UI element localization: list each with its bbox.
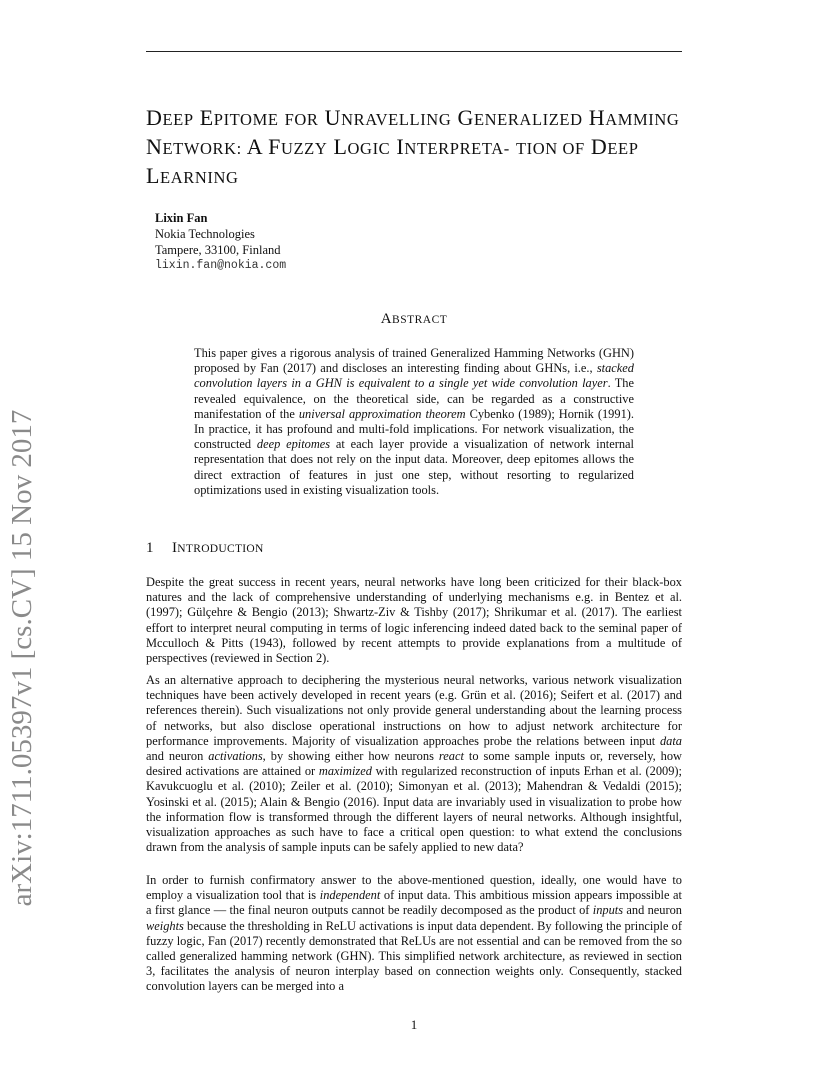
section-title-rest: NTRODUCTION (177, 543, 264, 555)
title-word: A (246, 134, 263, 159)
title-word: UNRAVELLING (324, 105, 452, 130)
body-paragraph-2: As an alternative approach to deciphering the mysterious neural networks, various network visualization techniques have been actively developed in recent years (e.g. Grün et al. (2016); Seifert et al. (2017) and references therein). Such visualizations not only provide general understanding about the learning process of networks, but also disclose operational instructions on how to adjust network architecture for performance improvements. Majority of visualization approaches probe the relations between input data and neuron activations, by showing either how neurons react to some sample inputs or, reversely, how desired activations are attained or maximized with regularized reconstruction of inputs Erhan et al. (2009); Kavukcuoglu et al. (2010); Zeiler et al. (2010); Simonyan et al. (2013); Mahendran & Vedaldi (2015); Yosinski et al. (2015); Alain & Bengio (2016). Input data are invariably used in visualization to probe how the information flow is transformed through the different layers of neural networks. Although insightful, visualization approaches as such have to face a critical open question: to what extend the conclusions drawn from the analysis of sample inputs can be safely applied to new data? (146, 673, 683, 855)
author-affiliation: Nokia Technologies (155, 227, 255, 241)
section-number: 1 (146, 540, 154, 556)
body-paragraph-1: Despite the great success in recent years, neural networks have long been criticized for their black-box natures and the lack of comprehensive understanding of underlying mechanisms e.g. in Bentez et al. (1997); Gülçehre & Bengio (2013); Shwartz-Ziv & Tishby (2017); Shrikumar et al. (2017). The earliest effort to interpret neural computing in terms of logic inferencing indeed dated back to the seminal paper of Mcculloch & Pitts (1943), followed by recent attempts to provide explanations from a multitude of perspectives (reviewed in Section 2). (146, 575, 682, 666)
title-word: FUZZY (268, 134, 328, 159)
section-heading-introduction (146, 540, 264, 557)
title-word: LEARNING (146, 163, 239, 188)
page-number: 1 (410, 1017, 418, 1032)
title-word: NETWORK: (146, 134, 242, 159)
author-block (155, 210, 286, 274)
abstract-text: This paper gives a rigorous analysis of trained Generalized Hamming Networks (GHN) proposed by Fan (2017) and discloses an interesting finding about GHNs, i.e., stacked convolution layers in a GHN is equivalent to a single yet wide convolution layer. The revealed equivalence, on the theoretical side, can be regarded as a constructive manifestation of the universal approximation theorem Cybenko (1989); Hornik (1991). In practice, it has profound and multi-fold implications. For network visualization, the constructed deep epitomes at each layer provide a visualization of network internal representation that does not rely on the input data. Moreover, deep epitomes allows the direct extraction of features in just one step, without resorting to regularized optimizations used in existing visualization tools. (194, 346, 634, 497)
title-word: INTERPRETA- (396, 134, 510, 159)
title-word: EPITOME (199, 105, 279, 130)
author-name: Lixin Fan (155, 211, 208, 225)
title-word: DEEP (590, 134, 639, 159)
header-rule (146, 51, 682, 52)
author-email[interactable]: lixin.fan@nokia.com (155, 259, 287, 272)
title-word: GENERALIZED (457, 105, 583, 130)
abstract-heading-initial: A (380, 311, 393, 327)
title-word: FOR (284, 110, 319, 129)
paper-title (146, 104, 691, 191)
abstract-heading (0, 311, 828, 328)
abstract-heading-rest: BSTRACT (392, 314, 448, 326)
section-title-initial: I (172, 540, 178, 556)
author-address: Tampere, 33100, Finland (155, 243, 281, 257)
title-word: HAMMING (588, 105, 680, 130)
title-word: DEEP (146, 105, 194, 130)
title-word: LOGIC (333, 134, 391, 159)
arxiv-stamp: arXiv:1711.05397v1 [cs.CV] 15 Nov 2017 (6, 409, 38, 907)
title-word: TION OF (515, 139, 585, 158)
body-paragraph-3: In order to furnish confirmatory answer to the above-mentioned question, ideally, one would have to employ a visualization tool that is independent of input data. This ambitious mission appears impossible at a first glance — the final neuron outputs cannot be readily decomposed as the product of inputs and neuron weights because the thresholding in ReLU activations is input data dependent. By following the principle of fuzzy logic, Fan (2017) recently demonstrated that ReLUs are not essential and can be removed from the so called generalized hamming network (GHN). This simplified network architecture, as reviewed in section 3, facilitates the analysis of neuron interplay based on connection weights only. Consequently, stacked convolution layers can be merged into a (146, 873, 683, 994)
